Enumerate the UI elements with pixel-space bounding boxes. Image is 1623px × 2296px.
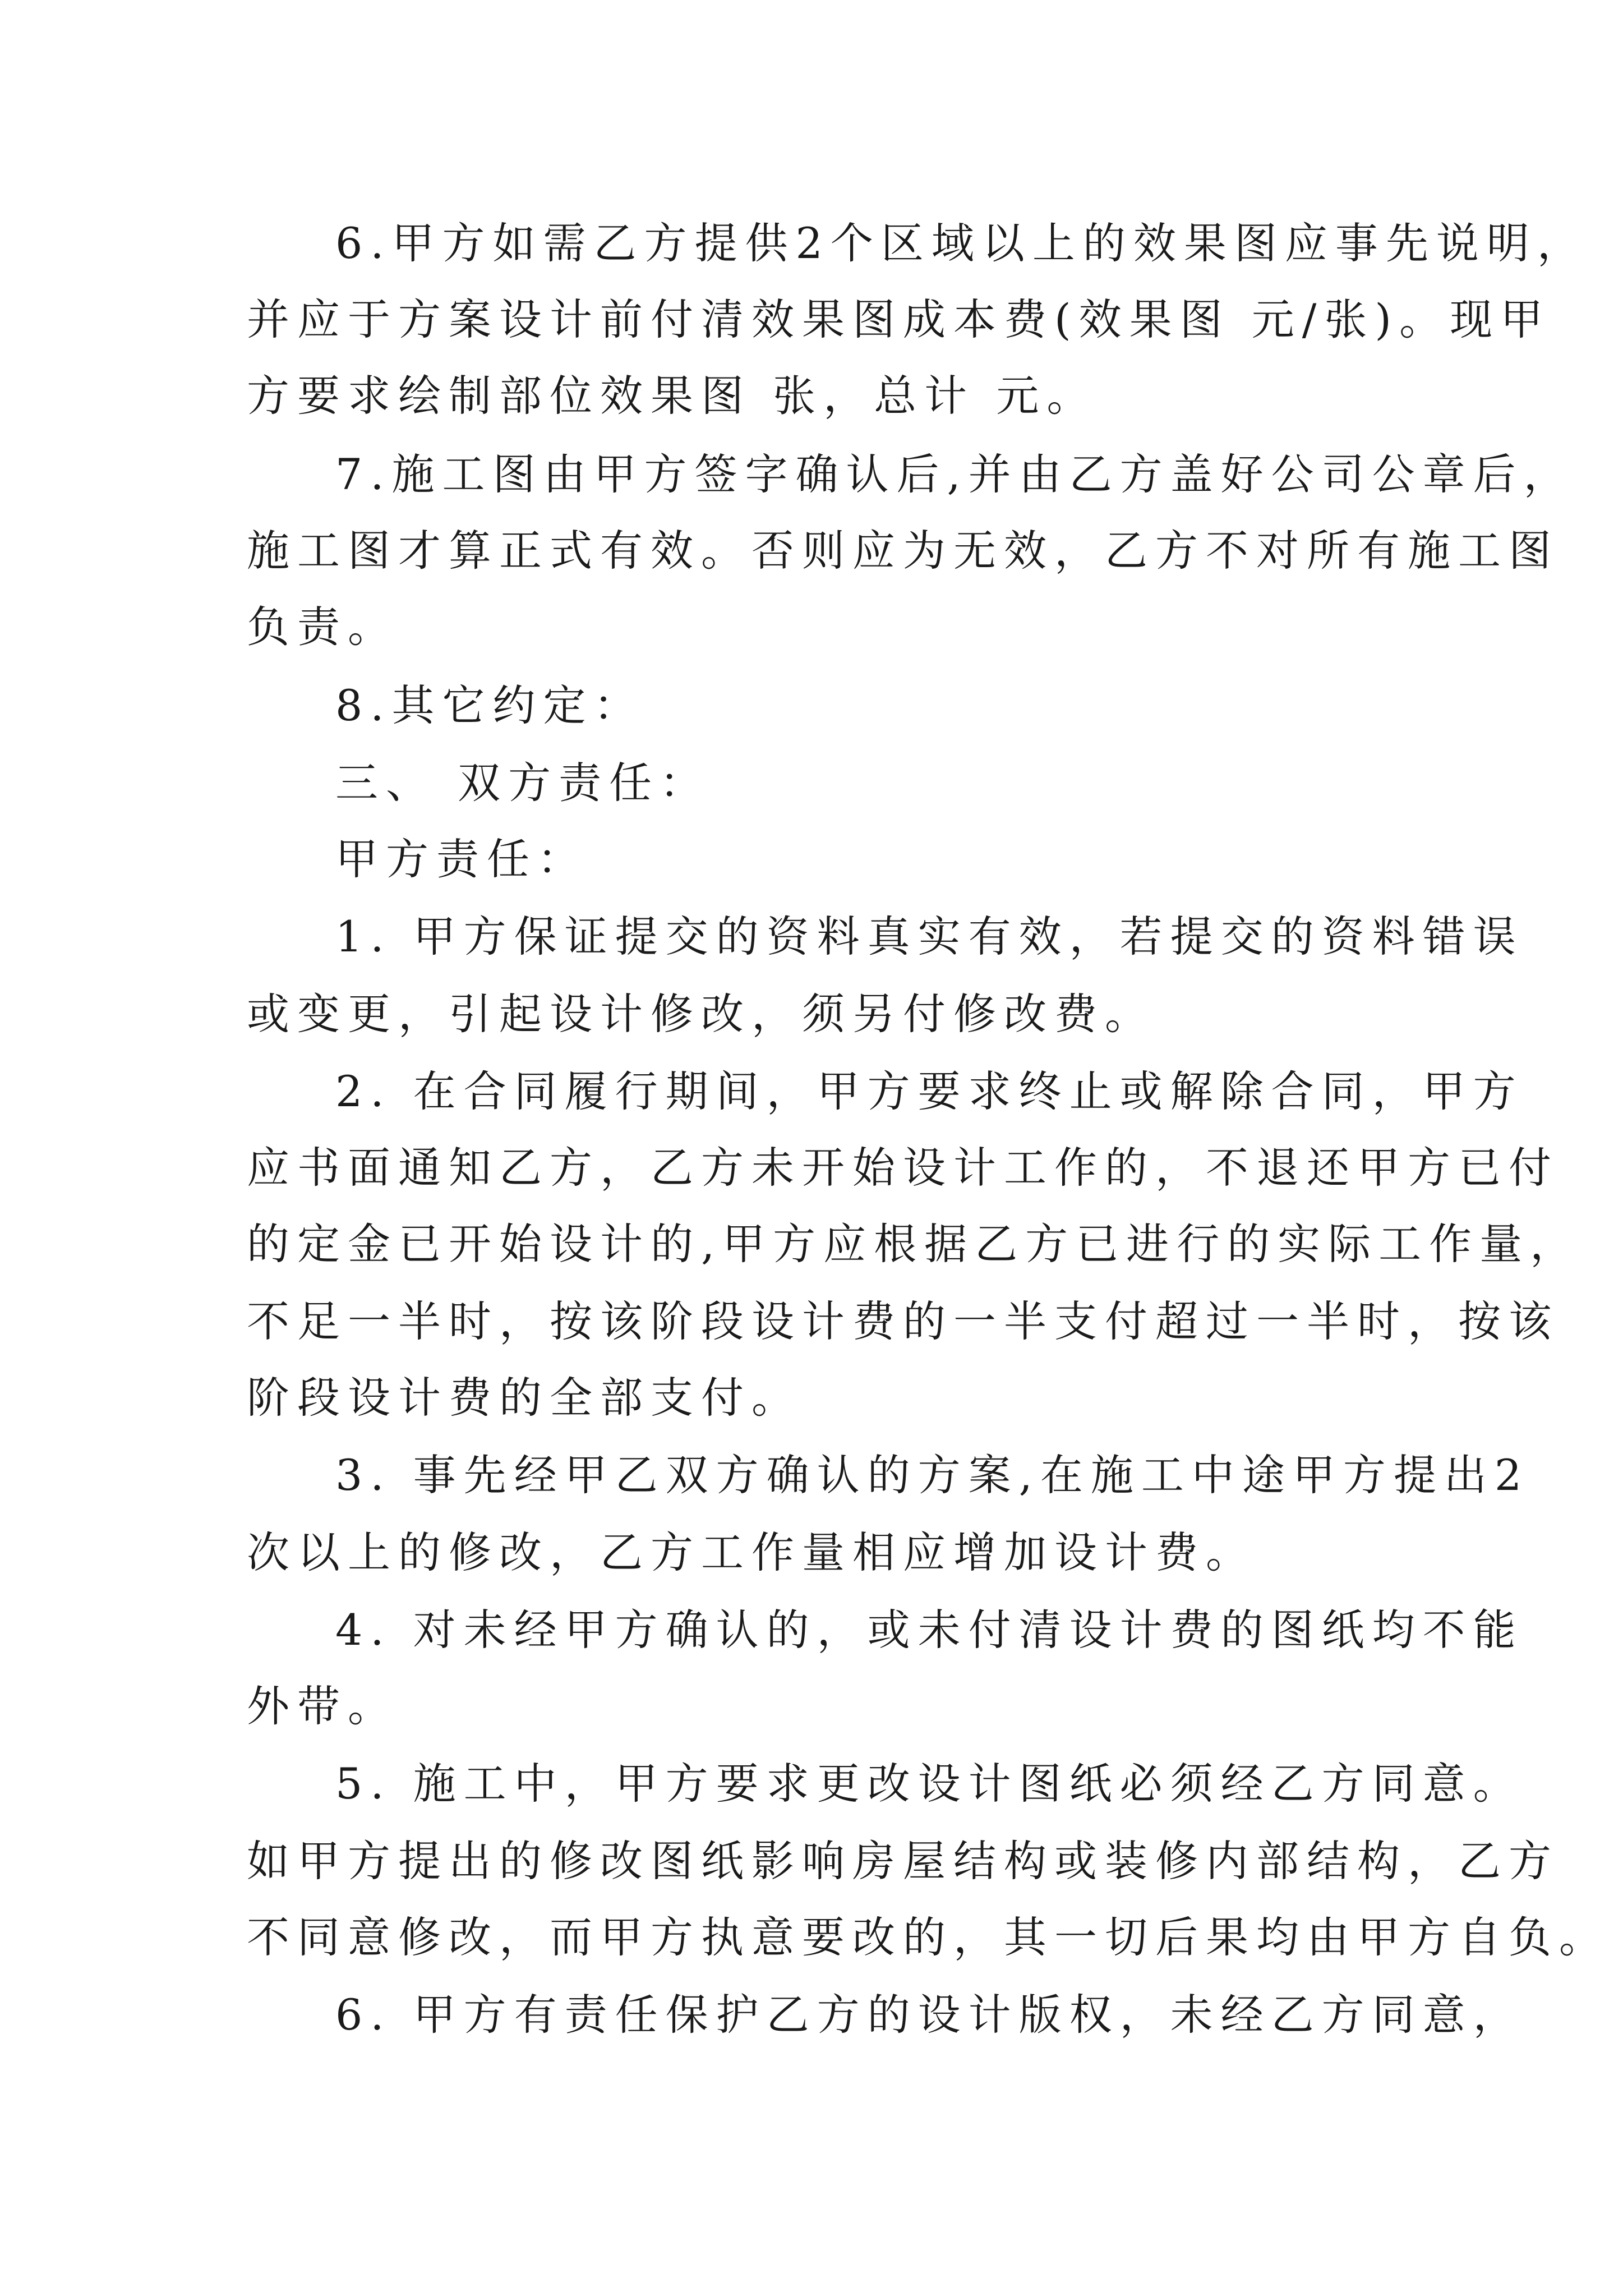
text-line: 5. 施工中，甲方要求更改设计图纸必须经乙方同意。 bbox=[335, 1759, 1524, 1809]
text-line: 次以上的修改，乙方工作量相应增加设计费。 bbox=[247, 1527, 1256, 1577]
text-line: 6. 甲方有责任保护乙方的设计版权，未经乙方同意， bbox=[335, 1990, 1524, 2040]
subsection-heading: 甲方责任： bbox=[335, 834, 588, 884]
text-line: 4. 对未经甲方确认的，或未付清设计费的图纸均不能 bbox=[335, 1605, 1524, 1655]
text-line: 3. 事先经甲乙双方确认的方案,在施工中途甲方提出2 bbox=[335, 1450, 1530, 1500]
text-line: 负责。 bbox=[247, 602, 398, 652]
section-heading: 三、 双方责任： bbox=[335, 758, 711, 808]
text-line: 1. 甲方保证提交的资料真实有效，若提交的资料错误 bbox=[335, 912, 1524, 961]
text-line: 应书面通知乙方，乙方未开始设计工作的，不退还甲方已付 bbox=[247, 1143, 1559, 1193]
text-line: 阶段设计费的全部支付。 bbox=[247, 1373, 802, 1423]
text-line: 7.施工图由甲方签字确认后,并由乙方盖好公司公章后， bbox=[335, 449, 1574, 499]
text-line: 6.甲方如需乙方提供2个区域以上的效果图应事先说明， bbox=[335, 218, 1588, 268]
text-line: 或变更，引起设计修改，须另付修改费。 bbox=[247, 989, 1155, 1039]
text-line: 2. 在合同履行期间，甲方要求终止或解除合同，甲方 bbox=[335, 1066, 1524, 1116]
text-line: 并应于方案设计前付清效果图成本费(效果图 元/张)。现甲 bbox=[247, 295, 1551, 344]
text-line: 的定金已开始设计的,甲方应根据乙方已进行的实际工作量， bbox=[247, 1219, 1581, 1269]
text-line: 外带。 bbox=[247, 1681, 398, 1731]
text-line: 8.其它约定： bbox=[335, 680, 644, 730]
text-line: 施工图才算正式有效。否则应为无效，乙方不对所有施工图 bbox=[247, 526, 1559, 576]
text-line: 如甲方提出的修改图纸影响房屋结构或装修内部结构，乙方 bbox=[247, 1836, 1559, 1886]
text-line: 不足一半时，按该阶段设计费的一半支付超过一半时，按该 bbox=[247, 1296, 1559, 1346]
text-line: 方要求绘制部位效果图 张，总计 元。 bbox=[247, 371, 1098, 421]
text-line: 不同意修改，而甲方执意要改的，其一切后果均由甲方自负。 bbox=[247, 1912, 1610, 1962]
